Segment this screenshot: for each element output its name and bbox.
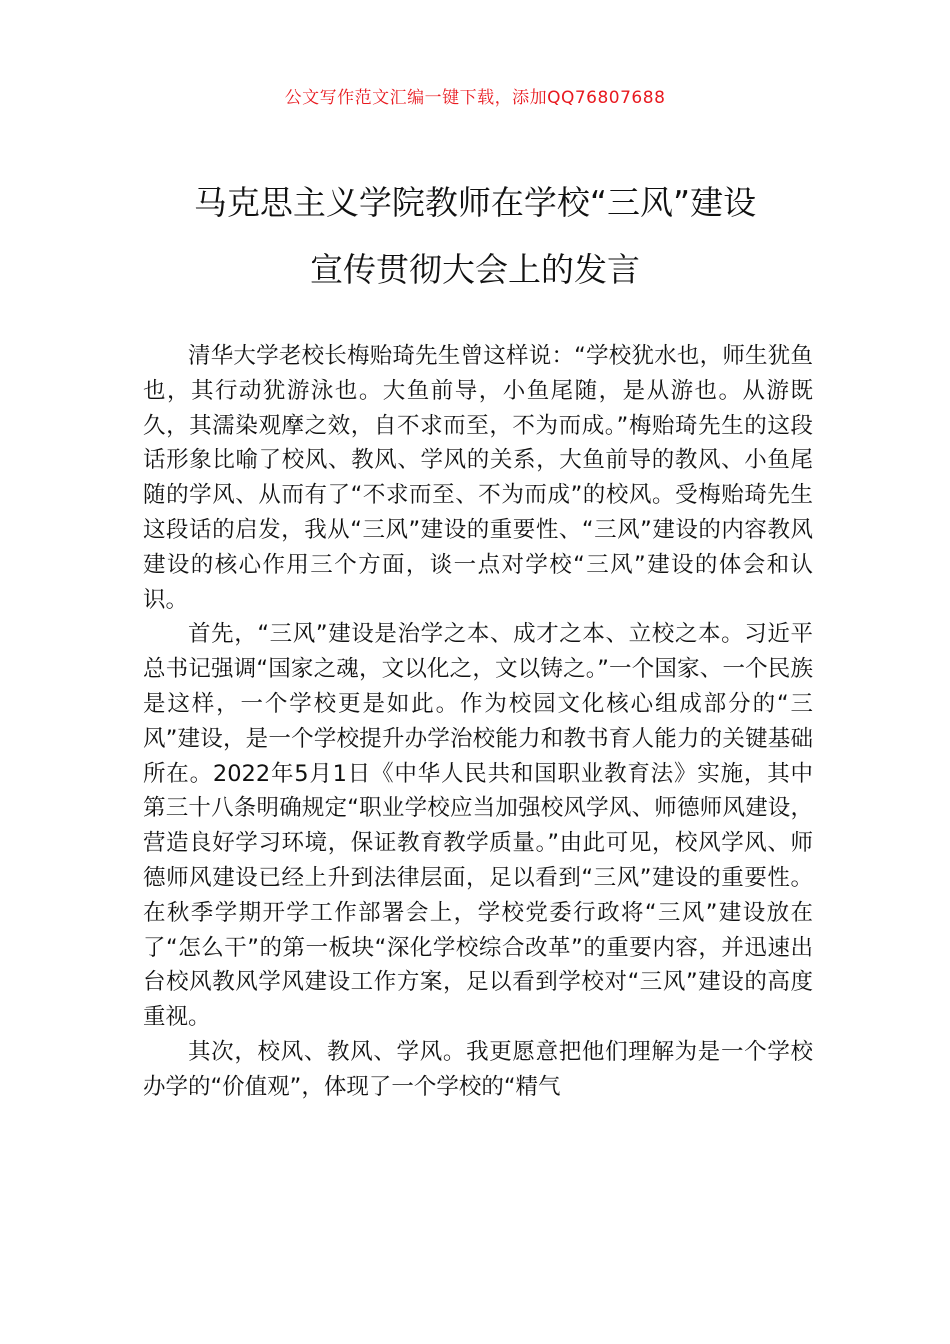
paragraph-2: 首先，“三风”建设是治学之本、成才之本、立校之本。习近平总书记强调“国家之魂，文以化之，文以铸之。”一个国家、一个民族是这样，一个学校更是如此。作为校园文化核心组成部分的“三风”建设，是一个学校提升办学治校能力和教书育人能力的关键基础所在。2022年5月1日《中华人民共和国职业教育法》实施，其中第三十八条明确规定“职业学校应当加强校风学风、师德师风建设，营造良好学习环境，保证教育教学质量。”由此可见，校风学风、师德师风建设已经上升到法律层面，足以看到“三风”建设的重要性。在秋季学期开学工作部署会上，学校党委行政将“三风”建设放在了“怎么干”的第一板块“深化学校综合改革”的重要内容，并迅速出台校风教风学风建设工作方案，足以看到学校对“三风”建设的高度重视。 [143, 621, 813, 1031]
download-banner: 公文写作范文汇编一键下载，添加QQ76807688 [284, 88, 666, 108]
document-body [143, 339, 813, 1105]
paragraph-3: 其次，校风、教风、学风。我更愿意把他们理解为是一个学校办学的“价值观”，体现了一个学校的“精气 [143, 1038, 813, 1100]
paragraph-1: 清华大学老校长梅贻琦先生曾这样说：“学校犹水也，师生犹鱼也，其行动犹游泳也。大鱼前导，小鱼尾随，是从游也。从游既久，其濡染观摩之效，自不求而至，不为而成。”梅贻琦先生的这段话形象比喻了校风、教风、学风的关系，大鱼前导的教风、小鱼尾随的学风、从而有了“不求而至、不为而成”的校风。受梅贻琦先生这段话的启发，我从“三风”建设的重要性、“三风”建设的内容教风建设的核心作用三个方面，谈一点对学校“三风”建设的体会和认识。 [143, 343, 813, 613]
document-title-line-1: 马克思主义学院教师在学校“三风”建设 [193, 183, 757, 222]
document-title-line-2: 宣传贯彻大会上的发言 [310, 250, 640, 289]
